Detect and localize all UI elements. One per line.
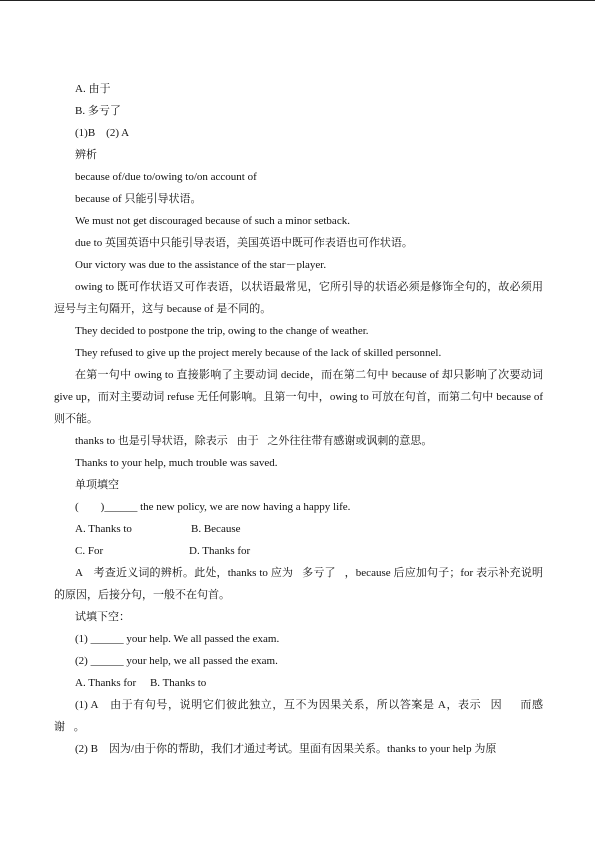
exercise-line: (2) ______ your help, we all passed the exam.	[75, 655, 278, 667]
option-b: B. Because	[191, 523, 241, 535]
answer-line: (1)B (2) A	[75, 127, 130, 139]
document-body	[54, 78, 543, 760]
example-sentence: Thanks to your help, much trouble was saved.	[75, 457, 278, 469]
example-sentence: They decided to postpone the trip, owing to the change of weather.	[75, 325, 369, 337]
options-row-1	[75, 518, 543, 540]
section-heading-analysis: 辨析	[75, 149, 97, 161]
example-sentence: Our victory was due to the assistance of the star－player.	[75, 259, 327, 271]
question-stem: ( )______ the new policy, we are now having a happy life.	[75, 501, 351, 513]
option-a: A. Thanks to	[75, 523, 132, 535]
option-d: D. Thanks for	[189, 545, 251, 557]
text-line: thanks to 也是引导状语，除表示由于之外往往带有感谢或讽刺的意思。	[75, 435, 433, 447]
option-c: C. For	[75, 545, 104, 557]
exercise-line: (1) ______ your help. We all passed the exam.	[75, 633, 280, 645]
paragraph-owing-to: owing to 既可作状语又可作表语，以状语最常见，它所引导的状语必须是修饰全句的，故必须用逗号与主句隔开，这与 because of 是不同的。	[54, 281, 543, 315]
text-line: 试填下空：	[75, 611, 130, 623]
options-row-2	[75, 540, 543, 562]
options-row: A. Thanks for B. Thanks to	[75, 677, 207, 689]
paragraph-comparison: 在第一句中 owing to 直接影响了主要动词 decide，而在第二句中 because of 却只影响了次要动词 give up，而对主要动词 refuse 无任何影响。且第一句中，owing to 可放在句首，而第二句中 because of 则不能。	[54, 369, 543, 425]
option-line-a: A. 由于	[75, 83, 111, 95]
text-line: due to 英国英语中只能引导表语，美国英语中既可作表语也可作状语。	[75, 237, 413, 249]
answer-line-2: (2) B 因为/由于你的帮助，我们才通过考试。里面有因果关系。thanks to your help 为原	[75, 743, 497, 755]
example-sentence: They refused to give up the project merely because of the lack of skilled personnel.	[75, 347, 442, 359]
section-heading-fill-in: 单项填空	[75, 479, 119, 491]
text-line: because of/due to/owing to/on account of	[75, 171, 257, 183]
paragraph-answer-explanation: A 考查近义词的辨析。此处，thanks to 应为多亏了，because 后应加句子；for 表示补充说明的原因，后接分句，一般不在句首。	[54, 567, 543, 601]
paragraph-answer-1: (1) A 由于有句号，说明它们彼此独立，互不为因果关系，所以答案是 A，表示因而感谢。	[54, 699, 543, 733]
option-line-b: B. 多亏了	[75, 105, 121, 117]
text-line: because of 只能引导状语。	[75, 193, 202, 205]
header-rule	[0, 0, 595, 1]
example-sentence: We must not get discouraged because of such a minor setback.	[75, 215, 350, 227]
